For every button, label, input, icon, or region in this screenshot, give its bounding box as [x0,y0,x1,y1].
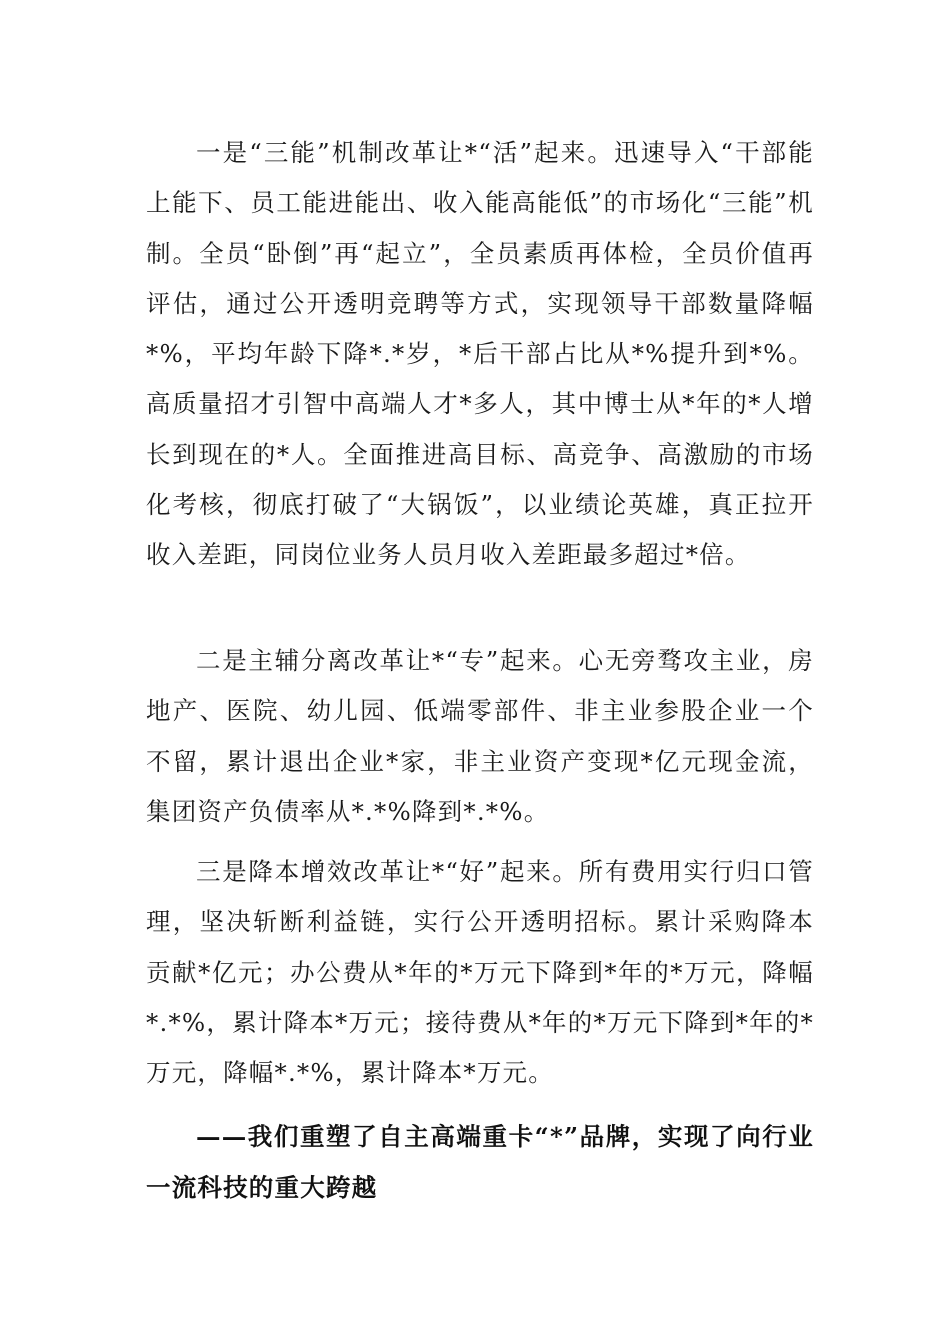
paragraph-three-capabilities-reform: 一是“三能”机制改革让*“活”起来。迅速导入“干部能上能下、员工能进能出、收入能高能低”的市场化“三能”机制。全员“卧倒”再“起立”，全员素质再体检，全员价值再评估，通过公开透明竞聘等方式，实现领导干部数量降幅*%，平均年龄下降*.*岁，*后干部占比从*%提升到*%。高质量招才引智中高端人才*多人，其中博士从*年的*人增长到现在的*人。全面推进高目标、高竞争、高激励的市场化考核，彻底打破了“大锅饭”，以业绩论英雄，真正拉开收入差距，同岗位业务人员月收入差距最多超过*倍。 [146,138,814,570]
paragraph-cost-reduction: 三是降本增效改革让*“好”起来。所有费用实行归口管理，坚决斩断利益链，实行公开透明招标。累计采购降本贡献*亿元；办公费从*年的*万元下降到*年的*万元，降幅*.*%，累计降本*万元；接待费从*年的*万元下降到*年的*万元，降幅*.*%，累计降本*万元。 [146,857,814,1088]
section-heading: ——我们重塑了自主高端重卡“*”品牌，实现了向行业一流科技的重大跨越 [146,1122,814,1202]
paragraph-main-auxiliary-separation: 二是主辅分离改革让*“专”起来。心无旁骛攻主业，房地产、医院、幼儿园、低端零部件、非主业参股企业一个不留，累计退出企业*家，非主业资产变现*亿元现金流，集团资产负债率从*.*%降到*.*%。 [146,646,814,826]
